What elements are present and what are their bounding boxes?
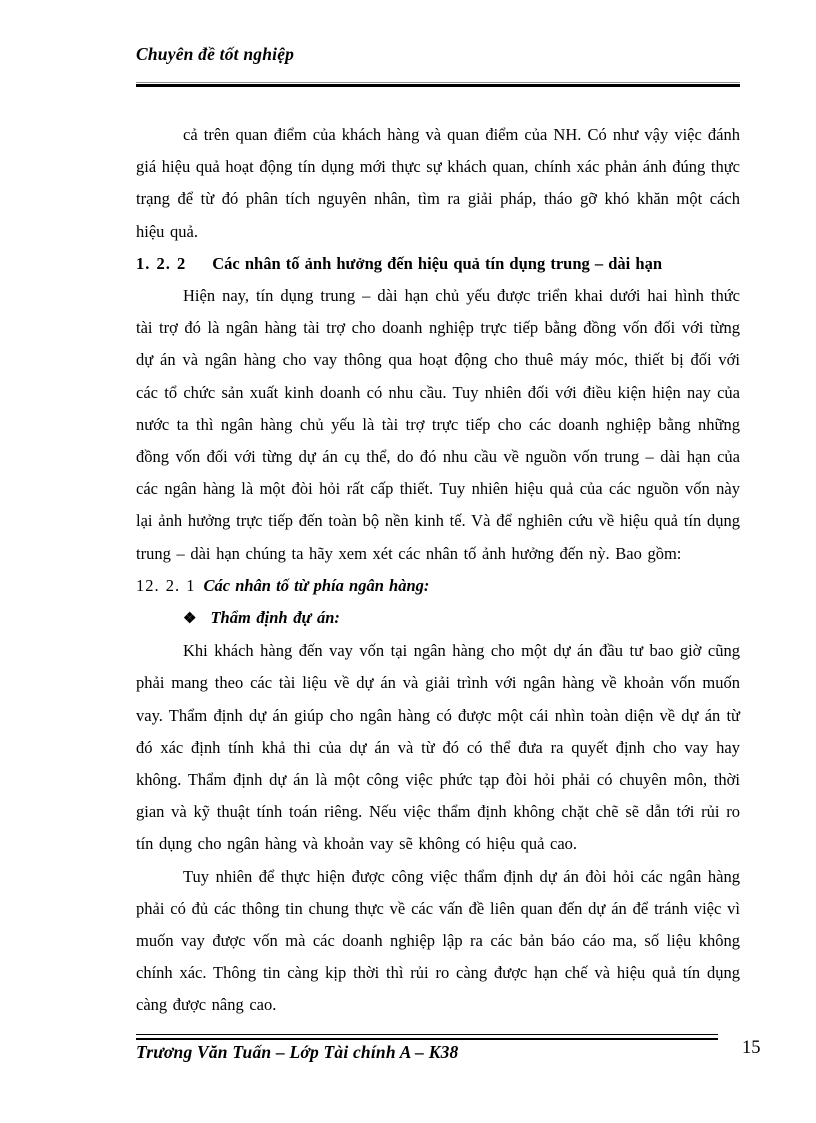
bullet-heading-label: Thẩm định đự án:	[210, 608, 340, 628]
paragraph-information-quality: Tuy nhiên để thực hiện được công việc thẩm định dự án đòi hỏi các ngân hàng phải có đủ các thông tin chung thực về các vấn đề liên quan đến dự án để tránh việc vì muốn vay được vốn mà các doanh nghiệp lập ra các bản báo cáo ma, số liệu không chính xác. Thông tin càng kịp thời thì rủi ro càng được hạn chế và hiệu quả tín dụng càng được nâng cao.	[136, 866, 740, 1015]
paragraph-appraisal-role: Khi khách hàng đến vay vốn tại ngân hàng cho một dự án đầu tư bao giờ cũng phải mang theo các tài liệu về dự án và giải trình với ngân hàng về khoản vốn muốn vay. Thẩm định dự án giúp cho ngân hàng có được một cái nhìn toàn diện về dự án từ đó xác định tính khả thi của dự án và từ đó có thể đưa ra quyết định cho vay hay không. Thẩm định dự án là một công việc phức tạp đòi hỏi phải có chuyên môn, thời gian và kỹ thuật tính toán riêng. Nếu việc thẩm định không chặt chẽ sẽ dẫn tới rủi ro tín dụng cho ngân hàng và khoản vay sẽ không có hiệu quả cao.	[136, 641, 740, 854]
document-body	[136, 119, 740, 1022]
paragraph-credit-forms: Hiện nay, tín dụng trung – dài hạn chủ yếu được triển khai dưới hai hình thức tài trợ đó là ngân hàng tài trợ cho doanh nghiệp trực tiếp bằng đồng vốn đối với từng dự án và ngân hàng cho vay thông qua hoạt động cho thuê máy móc, thiết bị đối với các tổ chức sản xuất kinh doanh có nhu cầu. Tuy nhiên đối với điều kiện hiện nay của nước ta thì ngân hàng chủ yếu là tài trợ trực tiếp cho các doanh nghiệp bằng những đồng vốn đối với từng dự án cụ thể, do đó nhu cầu về nguồn vốn trung – dài hạn của các ngân hàng là một đòi hỏi rất cấp thiết. Tuy nhiên hiệu quả của các nguồn vốn này lại ảnh hưởng trực tiếp đến toàn bộ nền kinh tế. Và để nghiên cứu về hiệu quả tín dụng trung – dài hạn chúng ta hãy xem xét các nhân tố ảnh hưởng đến nỳ. Bao gồm:	[136, 286, 740, 563]
subsection-title: Các nhân tố từ phía ngân hàng:	[203, 575, 430, 595]
paragraph-continuation: cả trên quan điểm của khách hàng và quan điểm của NH. Có như vậy việc đánh giá hiệu quả hoạt động tín dụng mới thực sự khách quan, chính xác phản ánh đúng thực trạng để từ đó phân tích nguyên nhân, tìm ra giải pháp, tháo gỡ khó khăn một cách hiệu quả.	[136, 125, 740, 241]
page-number: 15	[742, 1038, 761, 1058]
subsection-number: 12. 2. 1	[136, 575, 196, 595]
footer-author-line: Trương Văn Tuấn – Lớp Tài chính A – K38	[136, 1042, 459, 1062]
diamond-bullet-icon: ❖	[183, 611, 197, 628]
header-title: Chuyên đề tốt nghiệp	[136, 44, 295, 64]
section-title: Các nhân tố ảnh hưởng đến hiệu quả tín dụng trung – dài hạn	[212, 253, 662, 273]
section-heading-1-2-2	[136, 248, 740, 280]
bullet-heading-appraisal	[136, 602, 740, 635]
header-rule	[136, 82, 740, 87]
footer-double-rule	[136, 1034, 718, 1040]
section-heading-12-2-1	[136, 570, 740, 602]
section-number: 1. 2. 2	[136, 253, 187, 273]
header-rule-thick-line	[136, 84, 740, 87]
